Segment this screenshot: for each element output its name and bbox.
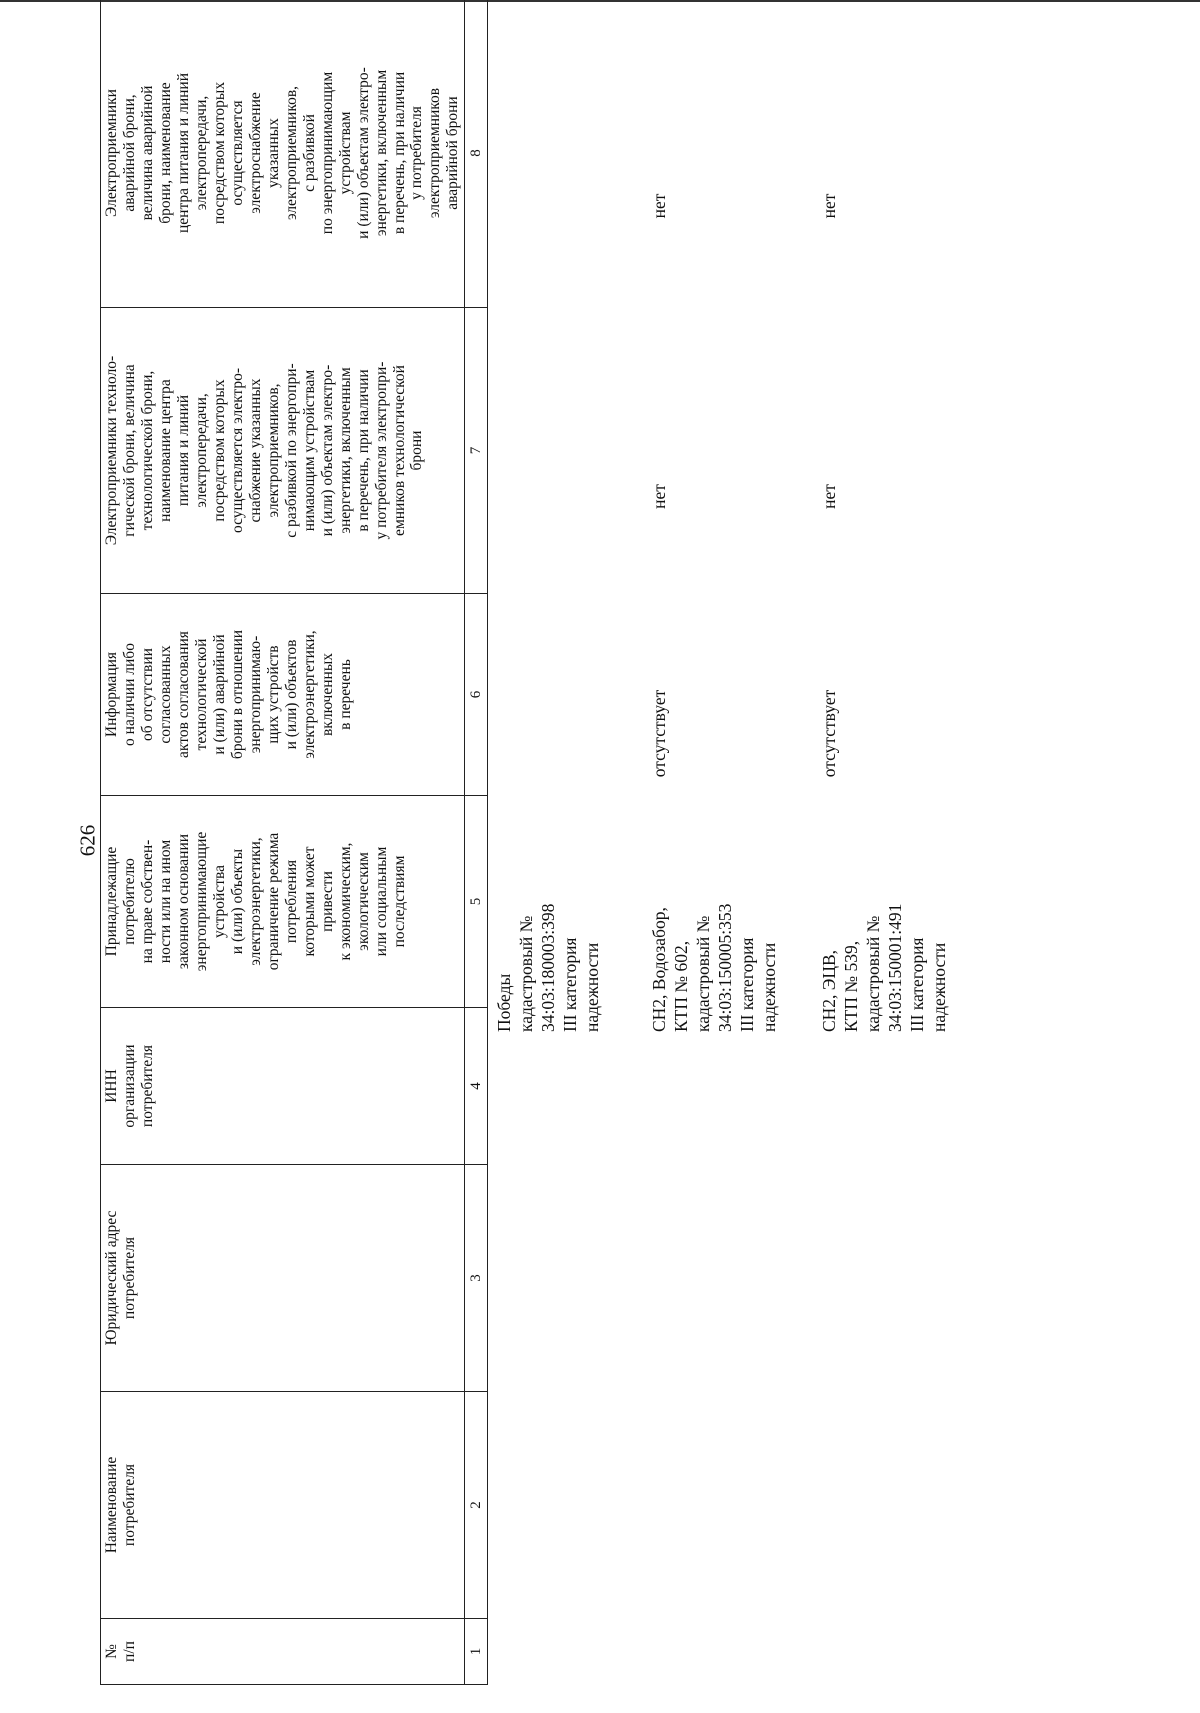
column-number: 2 — [465, 1392, 488, 1619]
header-emergency-reserve: Электроприемники аварийной брони, величина аварийной брони, наименование центра питания и линий электропередачи, посредством которых осуществляется электроснабжение указанных электроприемников, с разбивкой по энергопринимающим устройствам и (или) объектам электро- энергетики, включенным в перечень, при наличии у потребителя электроприемников аварийной брони — [101, 0, 465, 308]
column-number-row — [465, 0, 488, 1685]
acts-info-entry: отсутствует — [819, 689, 840, 778]
column-number: 1 — [465, 1619, 488, 1685]
column-number: 6 — [465, 594, 488, 796]
rotated-table-container — [100, 55, 1140, 1685]
header-consumer-name: Наименование потребителя — [101, 1392, 465, 1619]
tech-reserve-column — [488, 357, 989, 636]
table-body — [488, 55, 989, 1685]
column-number: 5 — [465, 796, 488, 1008]
header-acts-info: Информация о наличии либо об отсутствии согласованных актов согласования технологической и (или) аварийной брони в отношении энергопринимаю- щих устройств и (или) объектов электроэнергетики, включенных в перечень — [101, 594, 465, 796]
acts-info-entry: отсутствует — [649, 689, 670, 778]
devices-entry: Победы кадастровый № 34:03:180003:398 III категория надежности — [494, 903, 602, 1032]
column-number: 8 — [465, 0, 488, 308]
devices-column — [488, 831, 989, 1036]
emergency-reserve-entry: нет — [649, 193, 670, 219]
column-number: 7 — [465, 308, 488, 594]
header-devices: Принадлежащие потребителю на праве собствен- ности или на ином законном основании энергопринимающие устройства и (или) объекты электроэнергетики, ограничение режима потребления которыми может привести к экономическим, экологическим или социальным последствиям — [101, 796, 465, 1008]
header-inn: ИНН организации потребителя — [101, 1008, 465, 1165]
header-legal-address: Юридический адрес потребителя — [101, 1165, 465, 1392]
consumers-table — [100, 0, 488, 1685]
devices-entry: СН2, ЭЦВ, КТП № 539, кадастровый № 34:03:150001:491 III категория надежности — [819, 903, 949, 1032]
tech-reserve-entry — [494, 360, 649, 633]
tech-reserve-entry: нет — [819, 484, 840, 509]
emergency-reserve-entry: нет — [819, 193, 840, 219]
table-header-row — [101, 0, 465, 1685]
header-tech-reserve: Электроприемники техноло- гической брони, величина технологической брони, наименование центра питания и линий электропередачи, посредством которых осуществляется электро- снабжение указанных электроприемников, с разбивкой по энергопри- нимающим устройствам и (или) объектам электро- энергетики, включенным в перечень, при наличии у потребителя электропри- емников технологической брони — [101, 308, 465, 594]
header-row-number: № п/п — [101, 1619, 465, 1685]
acts-info-column — [488, 636, 989, 831]
devices-entry: СН2, Водозабор, КТП № 602, кадастровый № 34:03:150005:353 III категория надежности — [649, 903, 779, 1032]
emergency-reserve-entry — [494, 58, 649, 354]
acts-info-entry — [494, 639, 649, 828]
page-number: 626 — [75, 824, 100, 857]
emergency-reserve-column — [488, 55, 989, 357]
body-spacer — [488, 1036, 989, 1685]
tech-reserve-entry: нет — [649, 484, 670, 509]
column-number: 4 — [465, 1008, 488, 1165]
column-number: 3 — [465, 1165, 488, 1392]
